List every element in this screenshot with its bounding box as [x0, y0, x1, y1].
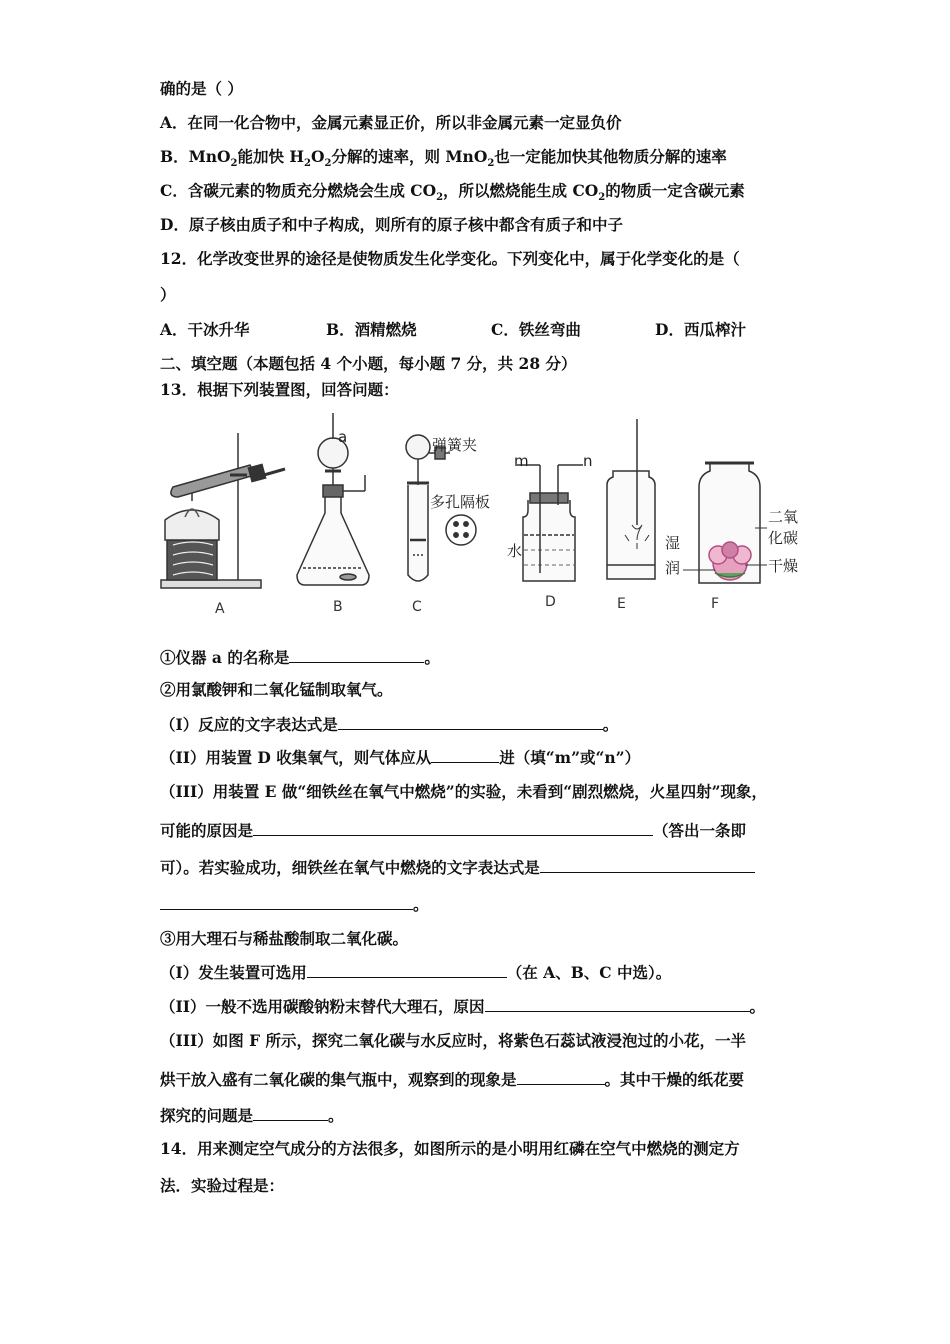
q13-line-4: （II）用装置 D 收集氧气，则气体应从 进（填“m”或“n”） [160, 748, 641, 767]
label-clip: 弹簧夹 [432, 436, 478, 454]
blank-4[interactable] [253, 819, 653, 836]
q13-line-11: （II）一般不选用碳酸钠粉末替代大理石，原因 。 [160, 997, 766, 1016]
label-wet-2: 润 [665, 559, 681, 577]
apparatus-f [683, 463, 767, 583]
label-m: m [514, 452, 529, 470]
q14-line-2: 法．实验过程是： [160, 1176, 285, 1195]
blank-6[interactable] [307, 961, 507, 978]
q13-line-9: ③用大理石与稀盐酸制取二氧化碳。 [160, 929, 409, 948]
letter-b: B [333, 599, 343, 615]
q11-option-b: B．MnO$_2$能加快 $H_2O_2$分解的速率，则 MnO$_2$也一定能加快其他物质分解的速率 [160, 147, 727, 170]
label-porous-plate: 多孔隔板 [430, 493, 491, 511]
apparatus-e [607, 419, 655, 579]
blank-7[interactable] [485, 995, 750, 1012]
apparatus-b [297, 413, 369, 585]
q11-option-d: D．原子核由质子和中子构成，则所有的原子核中都含有质子和中子 [160, 215, 623, 234]
label-n: n [583, 452, 593, 470]
q11-option-a: A．在同一化合物中，金属元素显正价，所以非金属元素一定显负价 [160, 113, 622, 132]
q13-line-8: 。 [160, 893, 429, 915]
q13-line-2: ②用氯酸钾和二氧化锰制取氧气。 [160, 680, 393, 699]
section-heading: 二、填空题（本题包括 4 个小题，每小题 7 分，共 28 分） [160, 354, 577, 373]
label-water: 水 [507, 542, 523, 560]
letter-d: D [545, 594, 556, 610]
blank-1[interactable] [289, 646, 424, 663]
q13-line-14: 探究的问题是 。 [160, 1106, 344, 1125]
q12-option-b: B．酒精燃烧 [326, 320, 417, 339]
q13-line-13: 烘干放入盛有二氧化碳的集气瓶中，观察到的现象是 。其中干燥的纸花要 [160, 1070, 745, 1089]
blank-3[interactable] [431, 746, 499, 763]
blank-8[interactable] [517, 1068, 605, 1085]
apparatus-figure [155, 405, 815, 620]
q14-line-1: 14．用来测定空气成分的方法很多，如图所示的是小明用红磷在空气中燃烧的测定方 [160, 1139, 740, 1158]
label-a: a [338, 428, 348, 446]
q13-line-3: （I）反应的文字表达式是 。 [160, 715, 619, 734]
q13-line-12: （III）如图 F 所示，探究二氧化碳与水反应时，将紫色石蕊试液浸泡过的小花，一半 [160, 1031, 747, 1050]
letter-f: F [711, 596, 720, 612]
q13-line-7: 可）。若实验成功，细铁丝在氧气中燃烧的文字表达式是 [160, 856, 755, 878]
q12-option-d: D．西瓜榨汁 [655, 320, 746, 339]
q13-stem: 13．根据下列装置图，回答问题： [160, 380, 399, 399]
label-co2-1: 二氧 [768, 508, 799, 526]
blank-5-cont[interactable] [160, 893, 413, 910]
apparatus-d [517, 465, 583, 581]
blank-5[interactable] [540, 856, 755, 873]
q11-stem-end: 确的是（ ） [160, 79, 243, 98]
label-wet-1: 湿 [665, 534, 681, 552]
q13-line-10: （I）发生装置可选用 （在 A、B、C 中选）。 [160, 963, 672, 982]
q13-line-5: （III）用装置 E 做“细铁丝在氧气中燃烧”的实验，未看到“剧烈燃烧，火星四射”现象， [160, 782, 768, 801]
label-dry: 干燥 [768, 557, 799, 575]
q12-stem: 12．化学改变世界的途径是使物质发生化学变化。下列变化中，属于化学变化的是（ [160, 249, 740, 268]
q12-stem-end: ） [160, 285, 176, 304]
blank-9[interactable] [253, 1104, 328, 1121]
q13-line-6: 可能的原因是 （答出一条即 [160, 821, 747, 840]
apparatus-a [161, 433, 285, 588]
letter-a: A [215, 601, 225, 617]
letter-e: E [617, 596, 626, 612]
label-co2-2: 化碳 [768, 529, 799, 547]
q11-option-c: C．含碳元素的物质充分燃烧会生成 $CO_2$，所以燃烧能生成 $CO_2$的物质一定含碳元素 [160, 181, 745, 204]
q12-option-c: C．铁丝弯曲 [491, 320, 581, 339]
letter-c: C [412, 599, 422, 615]
blank-2[interactable] [338, 713, 603, 730]
q12-option-a: A．干冰升华 [160, 320, 250, 339]
q13-line-1: ①仪器 a 的名称是 。 [160, 648, 440, 667]
